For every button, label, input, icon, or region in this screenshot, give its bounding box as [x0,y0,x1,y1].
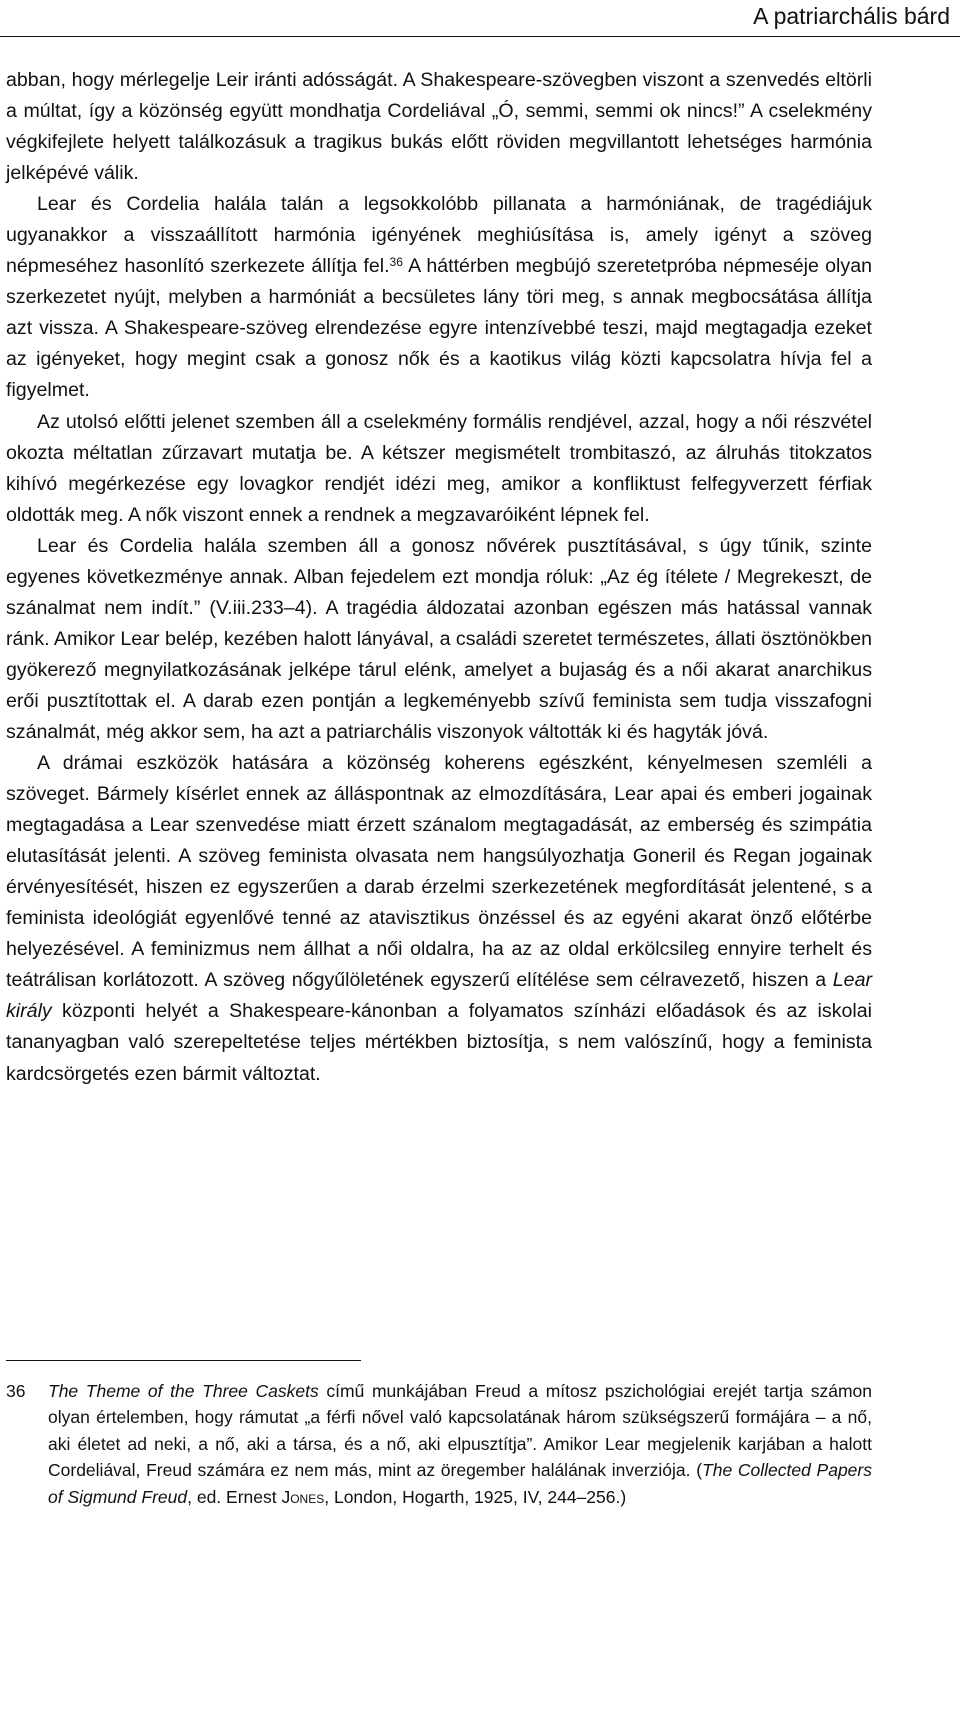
footnote-text-c: , London, Hogarth, 1925, IV, 244–256.) [324,1486,627,1507]
footnote-editor: Jones [281,1486,325,1507]
footnote-text [48,1378,872,1510]
paragraph-3: Az utolsó előtti jelenet szemben áll a cselekmény formális rendjével, azzal, hogy a női részvétel okozta méltatlan zűrzavart mutatja be. A kétszer megismételt trombitaszó, az álruhás titokzatos kihívó megérkezése egy lovagkor rendjét idézi meg, amikor a konfliktust felfegyverzett férfiak oldották meg. A nők viszont ennek a rendnek a megzavaróiként lépnek fel. [6,410,872,526]
running-title: A patriarchális bárd [753,3,950,29]
paragraph-1: abban, hogy mérlegelje Leir iránti adósságát. A Shakespeare-szövegben viszont a szenvedés eltörli a múltat, így a közönség együtt mondhatja Cordeliával „Ó, semmi, semmi ok nincs!” A cselekmény végkifejlete helyett találkozásuk a tragikus bukás előtt röviden megvillantott lehetséges harmónia jelképévé válik. [6,69,872,185]
paragraph-2 [6,189,872,406]
footnote-rule [6,1360,361,1361]
work-title-italic: Lear király [6,969,872,1023]
header-rule [0,36,960,37]
footnote-source-italic: The Collected Papers of Sigmund Freud [48,1460,872,1507]
running-header [0,0,960,40]
paragraph-5-text-b: központi helyét a Shakespeare-kánonban a folyamatos színházi előadások és az iskolai tananyagban való szerepeltetése teljes mértékben biztosítja, s nem valószínű, hogy a feminista kardcsörgetés ezen bármit változtat. [6,1000,872,1085]
paragraph-2-text-a: Lear és Cordelia halála talán a legsokkolóbb pillanata a harmóniának, de tragédiájuk ugyanakkor a visszaállított harmónia igényének meghiúsítása is, amely igényt a szöveg népmeséhez hasonlító szerkezete állítja fel. [6,193,872,278]
footnote [6,1378,872,1510]
body-text [6,65,872,1090]
footnote-reference[interactable]: 36 [389,255,403,270]
paragraph-5-text-a: A drámai eszközök hatására a közönség koherens egészként, kényelmesen szemléli a szöveget. Bármely kísérlet ennek az álláspontnak az elmozdítására, Lear apai és emberi jogainak megtagadása a Lear szenvedése miatt érzett szánalom megtagadását, az emberség és szimpátia elutasítását jelenti. A szöveg feminista olvasata nem hangsúlyozhatja Goneril és Regan jogainak érvényesítését, hiszen ez egyszerűen a darab érzelmi szerkezetének megfordítását jelentené, s a feminista ideológiát egyenlővé tenné az atavisztikus önzéssel és az egyéni akarat önző előtérbe helyezésével. A feminizmus nem állhat a női oldalra, ha az az oldal erkölcsileg ennyire terhelt és teátrálisan korlátozott. A szöveg nőgyűlöletének egyszerű elítélése sem célravezető, hiszen a [6,752,872,992]
footnote-text-a: című munkájában Freud a mítosz pszichológiai erejét tartja számon olyan értelemben, hogy rámutat „a férfi nővel való kapcsolatának három szükségszerű formájára – a nő, aki életet ad neki, a nő, aki a társa, és a nő, aki elpusztítja”. Amikor Lear megjelenik karjában a halott Cordeliával, Freud számára ez nem más, mint az öregember halálának inverziója. ( [48,1381,872,1481]
paragraph-4: Lear és Cordelia halála szemben áll a gonosz nővérek pusztításával, s úgy tűnik, szinte egyenes következménye annak. Alban fejedelem ezt mondja róluk: „Az ég ítélete / Megrekeszt, de szánalmat nem indít.” (V.iii.233–4). A tragédia áldozatai azonban egészen más hatással vannak ránk. Amikor Lear belép, kezében halott lányával, a családi szeretet természetes, állati ösztönökben gyökerező megnyilatkozásának jelképe tárul elénk, amelyet a bujaság és a női akarat anarchikus erői pusztítottak el. A darab ezen pontján a legkeményebb szívű feminista sem tudja visszafogni szánalmát, még akkor sem, ha azt a patriarchális viszonyok váltották ki és hagyták jóvá. [6,534,872,743]
footnote-text-b: , ed. Ernest [187,1486,282,1507]
paragraph-2-text-b: A háttérben megbújó szeretetpróba népmeséje olyan szerkezetet nyújt, melyben a harmóniát a becsületes lány töri meg, s annak megbocsátása állítja azt vissza. A Shakespeare-szöveg elrendezése egyre intenzívebbé teszi, majd megtagadja ezeket az igényeket, hogy megint csak a gonosz nők és a kaotikus világ közti kapcsolatra hívja fel a figyelmet. [6,255,872,402]
footnote-title-italic: The Theme of the Three Caskets [48,1381,319,1401]
paragraph-5 [6,748,872,1090]
footnote-number: 36 [6,1381,26,1401]
